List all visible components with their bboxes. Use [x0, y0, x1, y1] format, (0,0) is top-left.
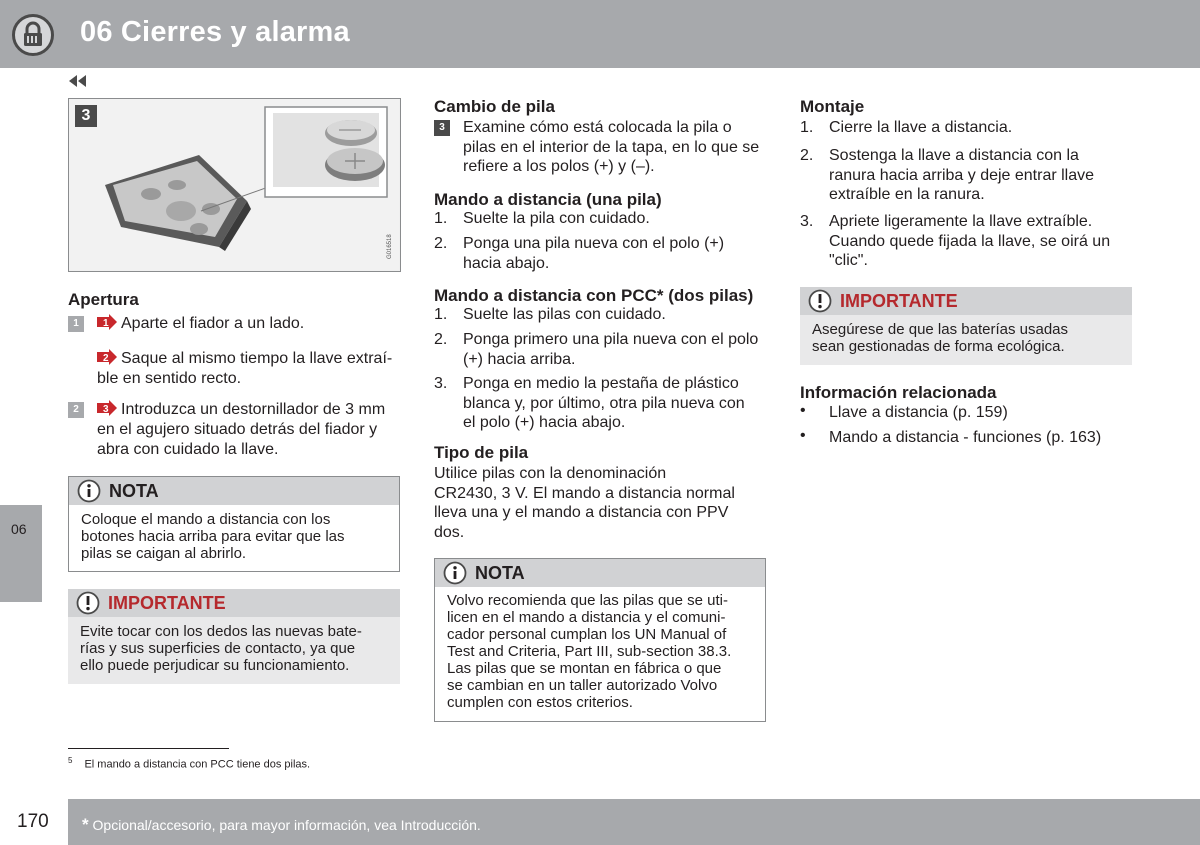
nota-box-2-line: Volvo recomienda que las pilas que se uti- [447, 592, 729, 609]
apertura-step1-b-line2: ble en sentido recto. [97, 369, 242, 387]
list-item: Suelte la pila con cuidado. [463, 210, 650, 227]
figure-number-badge: 3 [75, 105, 97, 127]
nota-box-2-body [447, 592, 759, 711]
list-item-line: ranura hacia arriba y deje entrar llave [829, 166, 1095, 184]
importante-box-2-body [812, 321, 1126, 355]
svg-text:1: 1 [103, 318, 109, 329]
nota-box-1 [68, 476, 400, 572]
list-item-line: blanca y, por último, otra pila nueva con [463, 394, 745, 412]
importante-box-2-header [800, 287, 1132, 315]
remote-key-illustration [69, 99, 399, 270]
list-item-line: el polo (+) hacia abajo. [463, 414, 626, 431]
chapter-side-tab-label: 06 [11, 521, 27, 537]
info-icon [77, 479, 101, 503]
nota-box-1-title: NOTA [109, 481, 159, 501]
figure-code: G016518 [387, 234, 393, 259]
footnote [68, 756, 310, 771]
list-number: 3. [434, 375, 448, 392]
related-link-funciones[interactable]: Mando a distancia - funciones (p. 163) [829, 429, 1102, 446]
info-icon [443, 561, 467, 585]
tipo-text [434, 464, 735, 542]
tipo-line: lleva una y el mando a distancia con PPV [434, 504, 729, 521]
nota-box-2-line: cador personal cumplan los UN Manual of [447, 626, 727, 643]
nota-box-2-line: se cambian en un taller autorizado Volvo [447, 677, 718, 694]
list-item [829, 212, 1110, 271]
dos-pilas-heading: Mando a distancia con PCC* (dos pilas) [434, 286, 754, 305]
footer-note-text: Opcional/accesorio, para mayor información, vea Introducción. [92, 817, 481, 833]
importante-box-2-line: Asegúrese de que las baterías usadas [812, 321, 1069, 338]
nota-box-1-body [81, 511, 393, 562]
apertura-step2 [97, 400, 397, 420]
list-item-line: hacia abajo. [463, 254, 550, 272]
tipo-line: dos. [434, 523, 465, 541]
bullet-dot: • [800, 427, 806, 444]
page-number: 170 [17, 811, 49, 832]
list-item [829, 146, 1094, 205]
cambio-figure-ref: 3 [434, 120, 450, 136]
nota-box-2-header [435, 559, 765, 587]
list-item-line: extraíble en la ranura. [829, 186, 985, 203]
footer-note [82, 815, 481, 835]
list-item-line: "clic". [829, 252, 868, 269]
cambio-line: refiere a los polos (+) y (–). [463, 158, 655, 175]
list-item-line: Sostenga la llave a distancia con la [829, 147, 1079, 164]
apertura-step2-line3: abra con cuidado la llave. [97, 441, 279, 458]
red-arrow-badge-3 [97, 400, 117, 416]
tipo-heading: Tipo de pila [434, 443, 529, 462]
footnote-rule [68, 748, 229, 749]
list-number: 2. [800, 147, 814, 164]
cambio-heading: Cambio de pila [434, 97, 555, 116]
list-item [463, 234, 724, 273]
list-number: 3. [800, 213, 814, 230]
list-item [463, 374, 745, 433]
list-number: 2. [434, 331, 448, 348]
list-number: 1. [434, 210, 448, 227]
importante-box-2 [800, 287, 1132, 365]
chapter-title: 06 Cierres y alarma [80, 16, 350, 48]
apertura-step2-line2: en el agujero situado detrás del fiador y [97, 421, 378, 438]
importante-box-1-body [80, 623, 394, 674]
list-item-line: Apriete ligeramente la llave extraíble. [829, 213, 1093, 230]
importante-box-1-header [68, 589, 400, 617]
apertura-step1-a [97, 314, 304, 334]
relacionada-heading: Información relacionada [800, 383, 997, 402]
importante-box-1-line: Evite tocar con los dedos las nuevas bate- [80, 623, 362, 640]
importante-box-2-title: IMPORTANTE [840, 291, 958, 311]
footer-star: * [82, 815, 89, 834]
nota-box-1-line: Coloque el mando a distancia con los [81, 511, 331, 528]
apertura-step1-b [97, 349, 397, 388]
list-item-line: Cuando quede fijada la llave, se oirá un [829, 232, 1111, 250]
list-number: 1. [800, 119, 814, 136]
key-figure [68, 98, 401, 272]
apertura-step2-line1: Introduzca un destornillador de 3 mm [121, 401, 386, 418]
importante-box-1 [68, 589, 400, 684]
warning-icon [76, 591, 100, 615]
nota-box-2-line: licen en el mando a distancia y el comuni- [447, 609, 726, 626]
nota-box-2 [434, 558, 766, 722]
tipo-line: Utilice pilas con la denominación [434, 465, 667, 482]
nota-box-1-line: botones hacia arriba para evitar que las [81, 528, 345, 545]
montaje-heading: Montaje [800, 97, 865, 116]
red-arrow-badge-2 [97, 349, 117, 365]
warning-icon [808, 289, 832, 313]
cambio-line: Examine cómo está colocada la pila o [463, 119, 732, 136]
importante-box-1-line: rías y sus superficies de contacto, ya que [80, 640, 356, 657]
nota-box-2-title: NOTA [475, 563, 525, 583]
nota-box-1-header [69, 477, 399, 505]
importante-box-1-line: ello puede perjudicar su funcionamiento. [80, 657, 350, 674]
list-item-line: Ponga una pila nueva con el polo (+) [463, 235, 725, 252]
list-item: Cierre la llave a distancia. [829, 119, 1013, 136]
list-item-line: Ponga en medio la pestaña de plástico [463, 375, 739, 392]
list-item: Suelte las pilas con cuidado. [463, 306, 666, 323]
related-link-llave[interactable]: Llave a distancia (p. 159) [829, 404, 1008, 421]
list-item-line: Ponga primero una pila nueva con el polo [463, 331, 759, 348]
back-arrows-icon[interactable] [68, 74, 88, 88]
footnote-text: El mando a distancia con PCC tiene dos pilas. [84, 758, 311, 771]
apertura-step1-a-text: Aparte el fiador a un lado. [121, 315, 305, 332]
red-arrow-badge-1 [97, 314, 117, 330]
chapter-side-tab[interactable] [0, 505, 42, 602]
list-number: 2. [434, 235, 448, 252]
list-item [463, 330, 758, 369]
step-square-1: 1 [68, 316, 84, 332]
chapter-header [0, 0, 1200, 68]
list-number: 1. [434, 306, 448, 323]
lock-icon [12, 14, 54, 56]
tipo-line: CR2430, 3 V. El mando a distancia normal [434, 484, 735, 502]
bullet-dot: • [800, 402, 806, 419]
footnote-mark: 5 [68, 756, 73, 765]
cambio-text [463, 118, 759, 177]
nota-box-2-line: Test and Criteria, Part III, sub-section 38.3. [447, 643, 732, 660]
importante-box-1-title: IMPORTANTE [108, 593, 226, 613]
apertura-heading: Apertura [68, 290, 139, 309]
svg-text:3: 3 [103, 404, 109, 415]
cambio-line: pilas en el interior de la tapa, en lo que se [463, 138, 760, 156]
una-pila-heading: Mando a distancia (una pila) [434, 190, 662, 209]
svg-text:2: 2 [103, 353, 109, 364]
apertura-step1-b-line1: Saque al mismo tiempo la llave extraí- [121, 350, 393, 367]
step-square-2: 2 [68, 402, 84, 418]
list-item-line: (+) hacia arriba. [463, 350, 576, 368]
nota-box-2-line: cumplen con estos criterios. [447, 694, 633, 711]
nota-box-2-line: Las pilas que se montan en fábrica o que [447, 660, 722, 677]
importante-box-2-line: sean gestionadas de forma ecológica. [812, 338, 1065, 355]
nota-box-1-line: pilas se caigan al abrirlo. [81, 545, 247, 562]
